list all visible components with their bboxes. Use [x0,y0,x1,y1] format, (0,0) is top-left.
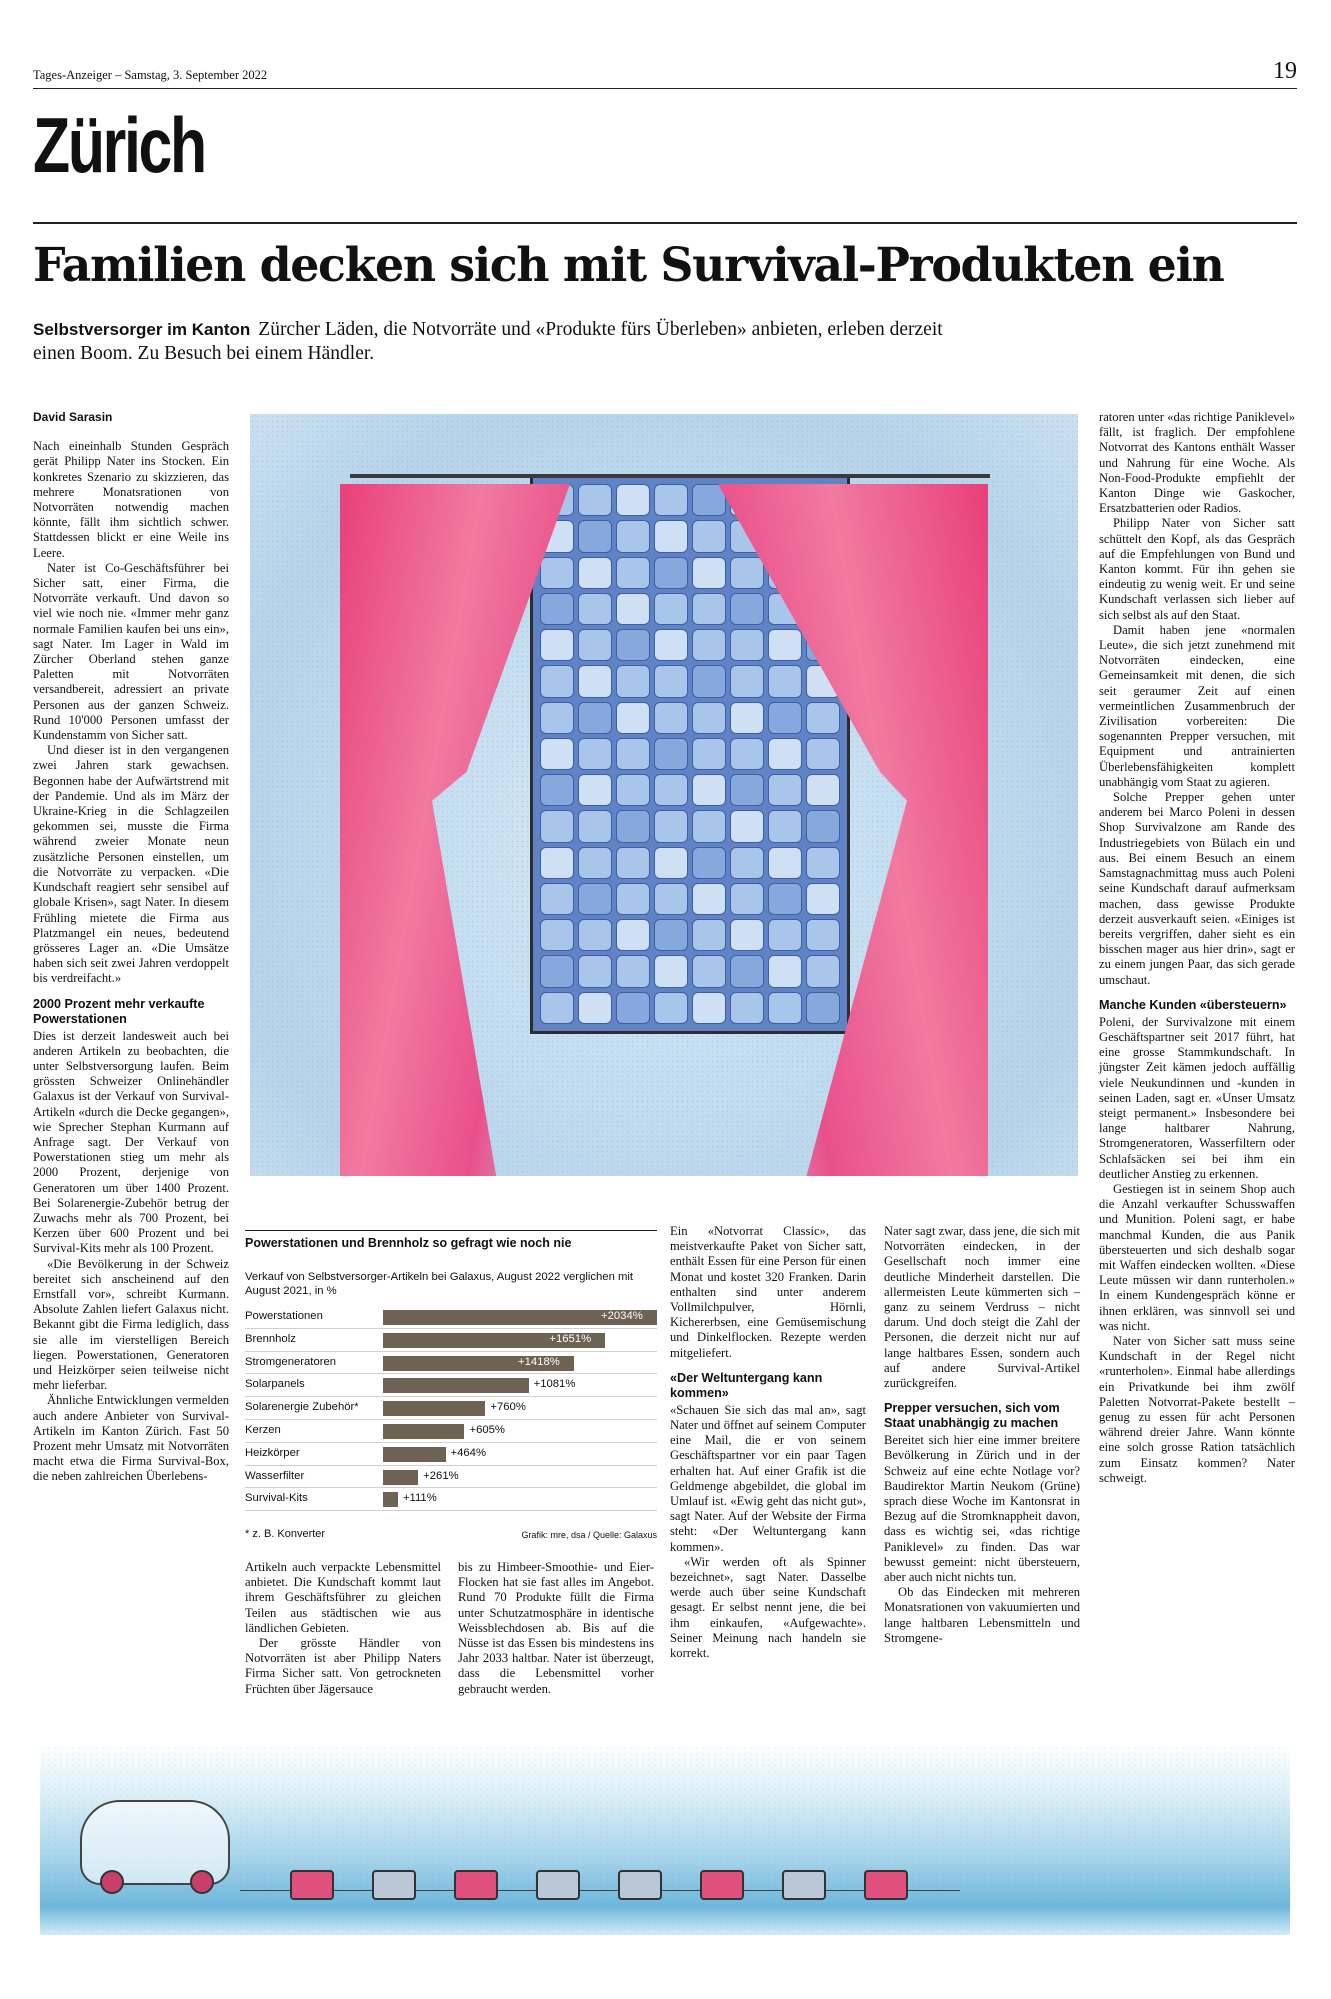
chart-row [245,1488,657,1511]
illustration-can [540,774,574,806]
illustration-can [616,629,650,661]
illustration-can [540,557,574,589]
illustration-can [540,810,574,842]
illustration-can [768,919,802,951]
author: David Sarasin [33,410,113,424]
bar-chart [245,1230,657,1550]
illustration-can [768,702,802,734]
chart-bar [383,1378,529,1393]
illustration-can [578,774,612,806]
paragraph: Poleni, der Survivalzone mit einem Geschäftspartner seit 2017 führt, hat eine grosse Stammkundschaft. In jüngster Zeit kämen jedoch auffällig viele Neukundinnen und -kunden in seinen Laden, sagt er. «Unser Umsatz steigt permanent.» Insbesondere bei lange haltbarer Nahrung, Stromgeneratoren, Wasserfiltern oder Schlafsäcken sei bei ihm ein deutlicher Anstieg zu erkennen. [1099,1014,1295,1181]
illustration-can [578,847,612,879]
illustration-can [578,738,612,770]
top-rule [33,88,1297,89]
illustration-can [700,1870,744,1900]
chart-source: Grafik: mre, dsa / Quelle: Galaxus [521,1530,657,1540]
illustration-can [730,992,764,1024]
illustration-can [730,593,764,625]
illustration-can [616,919,650,951]
paragraph: Artikeln auch verpackte Lebensmittel anbietet. Die Kundschaft kommt laut ihrem Geschäftsführer zu gleichen Teilen aus städtischen wie aus ländlichen Gebieten. [245,1560,441,1635]
illustration-can [578,955,612,987]
paragraph: Der grösste Händler von Notvorräten ist aber Philipp Naters Firma Sicher satt. Von getrockneten Früchten über Jägersauce [245,1636,441,1696]
illustration-can [540,919,574,951]
chart-row [245,1374,657,1397]
section-rule [33,222,1297,224]
chart-rule [245,1230,657,1231]
paragraph: bis zu Himbeer-Smoothie- und Eier-Flocken hat sie fast alles im Angebot. Rund 70 Produkte füllt die Firma unter Schutzatmosphäre in identische Weissblechdosen ab. Bis auf die Nüsse ist das Essen bis mindestens ins Jahr 2033 haltbar. Nater ist überzeugt, dass die Lebensmittel vorher gebraucht werden. [458,1560,654,1696]
illustration-can [692,738,726,770]
chart-value-label: +1418% [518,1355,560,1368]
dateline: Tages-Anzeiger – Samstag, 3. September 2022 [33,68,268,82]
illustration-can [616,520,650,552]
illustration-can [806,847,840,879]
illustration-can [730,810,764,842]
illustration-can [768,992,802,1024]
paragraph: Nater sagt zwar, dass jene, die sich mit Notvorräten eindecken, in der Gesellschaft noch immer eine deutliche Minderheit darstellen. Die allermeisten Leute kümmerten sich – ganz zu seinem Verdruss – nicht darum. Und doch steigt die Zahl der Personen, die derzeit nicht nur auf lange haltbares Essen, sondern auch auf andere Survival-Artikel zurückgreifen. [884,1224,1080,1391]
illustration-can [616,955,650,987]
illustration-can [616,484,650,516]
illustration-can [578,883,612,915]
illustration-can [540,955,574,987]
illustration-can [654,847,688,879]
illustration-can [730,557,764,589]
illustration-curtain-rod [350,474,990,478]
illustration-can [616,702,650,734]
paragraph: Dies ist derzeit landesweit auch bei anderen Artikeln zu beobachten, die unter Selbstversorgung laufen. Beim grössten Schweizer Onlinehändler Galaxus ist der Verkauf von Survival-Artikeln «durch die Decke gegangen», wie Sprecher Stephan Kurmann auf Anfrage sagt. Der Verkauf von Powerstationen stieg um mehr als 2000 Prozent, derjenige von Generatoren um über 1400 Prozent. Bei Solarenergie-Zubehör betrug der Zuwachs mehr als 700 Prozent, bei Kerzen über 600 Prozent und bei Survival-Kits mehr als 100 Prozent. [33,1028,229,1256]
illustration-can [692,810,726,842]
page-number: 19 [1273,58,1297,84]
chart-row [245,1306,657,1329]
illustration-can [692,992,726,1024]
illustration-can [540,665,574,697]
illustration-can [616,883,650,915]
subheading: «Der Weltuntergang kann kommen» [670,1370,823,1400]
illustration-can [540,847,574,879]
illustration-can [540,593,574,625]
illustration-can [692,919,726,951]
illustration-can [654,593,688,625]
paragraph: Gestiegen ist in seinem Shop auch die Anzahl verkaufter Schusswaffen und Munition. Poleni sagt, er habe manchmal Kunden, die aus Panik übersteuerten und sich deshalb sogar mit Waffen eindecken wollten. «Diese Leute müssen wir dann runterholen.» In einem Kundengespräch könne er ihnen erklären, was sinnvoll sei und was nicht. [1099,1181,1295,1333]
illustration-can [692,557,726,589]
illustration-can [806,955,840,987]
illustration-toy-dog-cans [40,1745,1290,1935]
column-6 [1099,410,1295,1486]
illustration-can [654,992,688,1024]
paragraph: Ob das Eindecken mit mehreren Monatsrationen von vakuumierten und lange haltbaren Lebensmitteln und Stromgene- [884,1585,1080,1645]
illustration-can [578,520,612,552]
illustration-can [768,774,802,806]
chart-bar [383,1470,418,1485]
illustration-can [806,883,840,915]
paragraph: Und dieser ist in den vergangenen zwei Jahren stark gewachsen. Begonnen habe der Aufwärtstrend mit der Pandemie. Und als im März der Ukraine-Krieg in die Schlagzeilen gekommen sei, musste die Firma während zweier Monate neun zusätzliche Personen einstellen, um die Notvorräte zu verpacken. «Die Kundschaft reagiert sehr sensibel auf globale Krisen», sagt Nater. In diesem Frühling mietete die Firma aus Platzmangel ein neues, bedeutend grösseres Lager an. «Die Umsätze haben sich seit zwei Jahren verdoppelt bis verdreifacht.» [33,743,229,986]
chart-value-label: +1081% [533,1378,576,1391]
illustration-can [768,810,802,842]
subheading: 2000 Prozent mehr verkaufte Powerstationen [33,996,205,1026]
paragraph: Solche Prepper gehen unter anderem bei Marco Poleni in dessen Shop Survivalzone am Rande des Industriegebiets von Bülach ein und aus. Bei einem Besuch an einem Samstagnachmittag muss auch Poleni seine Kundschaft darauf aufmerksam machen, dass gewisse Produkte derzeit ausverkauft seien. «Einiges ist bereits vergriffen, daher sieht es ein bisschen mager aus hier drin», sagt er zu einem jungen Paar, das sich gerade umschaut. [1099,790,1295,987]
illustration-can [540,702,574,734]
illustration-can [578,810,612,842]
paragraph: Philipp Nater von Sicher satt schüttelt den Kopf, als das Gespräch auf die Empfehlungen von Bund und Kanton kommt. Für ihn gehen sie eindeutig zu wenig weit. Er und seine Kundschaft verlassen sich lieber auf sich selbst als auf den Staat. [1099,516,1295,622]
illustration-can [536,1870,580,1900]
paragraph: Bereitet sich hier eine immer breitere Bevölkerung in Zürich und in der Schweiz auf eine echte Notlage vor? Baudirektor Martin Neukom (Grüne) sprach diese Woche im Kantonsrat in Bezug auf die Stromknappheit davon, dass es wichtig sei, «das richtige Paniklevel» zu finden. Das war bewusst gemeint: nicht übersteuern, aber auch nicht nichts tun. [884,1433,1080,1585]
column-1 [33,410,229,1485]
chart-value-label: +261% [423,1469,459,1482]
illustration-can [654,629,688,661]
lead [33,318,973,366]
paragraph: ratoren unter «das richtige Paniklevel» fällt, ist fraglich. Der empfohlene Notvorrat des Kantons enthält Wasser und Nahrung für eine Woche. Als Non-Food-Produkte empfiehlt der Kanton Dinge wie Gaskocher, Ersatzbatterien oder Radios. [1099,410,1295,516]
illustration-can [290,1870,334,1900]
illustration-can [578,629,612,661]
illustration-can [616,593,650,625]
illustration-can [654,665,688,697]
paragraph: Nater ist Co-Geschäftsführer bei Sicher satt, einer Firma, die Notvorräte verkauft. Und davon so viel wie noch nie. «Immer mehr ganz normale Familien kaufen bei uns ein», sagt Nater. Im Lager in Wald im Zürcher Oberland stehen ganze Paletten mit Notvorräten versandbereit, adressiert an private Personen aus der ganzen Schweiz. Rund 10'000 Personen umfasst der Kundenstamm von Sicher satt. [33,560,229,743]
chart-value-label: +2034% [601,1310,643,1322]
illustration-can [654,919,688,951]
chart-row [245,1466,657,1489]
chart-row [245,1397,657,1420]
section-title: Zürich [33,101,205,189]
illustration-can [782,1870,826,1900]
paragraph: «Schauen Sie sich das mal an», sagt Nater und öffnet auf seinem Computer eine Mail, die er von seinem Geschäftspartner vor ein paar Tagen erhalten hat. Auf einer Grafik ist die Geldmenge abgebildet, die global im Umlauf ist. «Ewig geht das nicht gut», sagt Nater. Auf der Website der Firma steht: «Der Weltuntergang kann kommen». [670,1402,866,1554]
illustration-can [692,847,726,879]
illustration-can [454,1870,498,1900]
column-3 [458,1560,654,1697]
illustration-can [730,919,764,951]
illustration-can [616,810,650,842]
illustration-can [616,847,650,879]
chart-row [245,1443,657,1466]
chart-footnote: * z. B. Konverter [245,1528,326,1540]
chart-value-label: +111% [402,1492,437,1505]
illustration-can [540,629,574,661]
lead-text: Zürcher Läden, die Notvorräte und «Produkte fürs Überleben» anbieten, erleben derzeit einen Boom. Zu Besuch bei einem Händler. [33,319,943,364]
paragraph: Damit haben jene «normalen Leute», die sich jetzt zunehmend mit Notvorräten eindecken, eine Gemeinsamkeit mit denen, die sich seit geraumer Zeit auf einen vermeintlichen Zusammenbruch der Zivilisation vorbereiten: Die sogenannten Prepper versuchen, mit Equipment und antrainierten Überlebensfähigkeiten komplett unabhängig vom Staat zu agieren. [1099,622,1295,789]
chart-title: Powerstationen und Brennholz so gefragt wie noch nie [245,1236,572,1250]
chart-bar [383,1447,446,1462]
illustration-can [654,702,688,734]
illustration-can [616,557,650,589]
illustration-can [578,484,612,516]
illustration-can [692,520,726,552]
paragraph: «Die Bevölkerung in der Schweiz bereitet sich anscheinend auf den Ernstfall vor», schreibt Kurmann. Absolute Zahlen liefert Galaxus nicht. Bekannt gibt die Firma lediglich, dass sie alle im vierstelligen Bereich liegen. Powerstationen, Generatoren und Heizkörper seien teilweise nicht mehr lieferbar. [33,1256,229,1393]
illustration-can [654,484,688,516]
illustration-string [240,1890,960,1891]
chart-row [245,1420,657,1443]
illustration-can [578,665,612,697]
chart-category-label: Solarenergie Zubehör* [245,1401,359,1414]
illustration-can [768,883,802,915]
subheading: Prepper versuchen, sich vom Staat unabhängig zu machen [884,1401,1060,1431]
illustration-can [616,992,650,1024]
illustration-window-curtains [250,414,1078,1176]
illustration-can [768,847,802,879]
illustration-can [654,738,688,770]
illustration-can [730,955,764,987]
illustration-can [806,810,840,842]
illustration-can [654,557,688,589]
chart-value-label: +605% [469,1423,505,1436]
illustration-can [730,774,764,806]
chart-bar [383,1401,485,1416]
illustration-can [616,774,650,806]
illustration-can [768,955,802,987]
illustration-can [730,629,764,661]
illustration-can [578,593,612,625]
illustration-can [692,665,726,697]
paragraph: «Wir werden oft als Spinner bezeichnet», sagt Nater. Dasselbe werde auch über seine Kundschaft gesagt. Er selbst nennt jene, die bei ihm einkaufen, «Aufgewachte». Seiner Meinung nach handeln sie korrekt. [670,1554,866,1661]
illustration-can [806,919,840,951]
chart-rows [245,1306,657,1511]
illustration-can [654,810,688,842]
illustration-can [730,883,764,915]
illustration-can [806,992,840,1024]
illustration-can [864,1870,908,1900]
kicker: Selbstversorger im Kanton [33,320,251,339]
column-4 [670,1224,866,1661]
chart-category-label: Wasserfilter [245,1469,305,1482]
chart-category-label: Brennholz [245,1332,296,1345]
chart-row [245,1352,657,1375]
illustration-can [692,774,726,806]
chart-value-label: +464% [450,1446,486,1459]
illustration-can [578,557,612,589]
column-5 [884,1224,1080,1646]
illustration-can [654,883,688,915]
chart-subtitle: Verkauf von Selbstversorger-Artikeln bei Galaxus, August 2022 verglichen mit August 2021, in % [245,1271,634,1297]
illustration-can [578,919,612,951]
illustration-can [540,883,574,915]
illustration-can [768,665,802,697]
illustration-can [578,992,612,1024]
chart-category-label: Heizkörper [245,1446,300,1459]
illustration-can [540,992,574,1024]
illustration-can [806,702,840,734]
illustration-can [692,955,726,987]
paragraph: Ein «Notvorrat Classic», das meistverkaufte Paket von Sicher satt, enthält Essen für eine Person für einen Monat und kostet 320 Franken. Darin enthalten sind unter anderem Vollmilchpulver, Hörnli, Kichererbsen, eine Gemüsemischung und Dinkelflocken. Rezepte werden mitgeliefert. [670,1224,866,1360]
illustration-can [616,738,650,770]
illustration-can [372,1870,416,1900]
illustration-can [768,629,802,661]
illustration-can [654,520,688,552]
chart-value-label: +1651% [549,1332,592,1345]
paragraph: Nater von Sicher satt muss seine Kundschaft in der Regel nicht «runterholen». Einmal habe allerdings ein Privatkunde bei ihm zwölf Paletten Notvorrat-Pakete bestellt – genug zu essen für acht Personen während dreier Jahre. Wann könnte eine solch grosse Ration tatsächlich zum Einsatz kommen? Nater schweigt. [1099,1333,1295,1485]
chart-row [245,1329,657,1352]
illustration-can [730,665,764,697]
paragraph: Ähnliche Entwicklungen vermelden auch andere Anbieter von Survival-Artikeln im Kanton Zürich. Fast 50 Prozent mehr Umsatz mit Notvorräten macht etwa die Firma Survival-Box, die neben zahlreichen Überlebens- [33,1393,229,1484]
illustration-can [618,1870,662,1900]
chart-category-label: Stromgeneratoren [245,1355,337,1368]
illustration-can [540,738,574,770]
headline: Familien decken sich mit Survival-Produkten ein [33,238,1224,293]
chart-value-label: +760% [490,1401,526,1414]
illustration-can [692,702,726,734]
illustration-can [806,774,840,806]
illustration-can [692,883,726,915]
column-2 [245,1560,441,1697]
chart-category-label: Kerzen [245,1423,281,1436]
chart-bar [383,1492,398,1507]
chart-category-label: Powerstationen [245,1310,323,1322]
illustration-wheel [100,1870,124,1894]
subheading: Manche Kunden «übersteuern» [1099,997,1287,1012]
chart-category-label: Survival-Kits [245,1492,308,1505]
paragraph: Nach eineinhalb Stunden Gespräch gerät Philipp Nater ins Stocken. Ein konkretes Szenario zu skizzieren, das mehrere Monatsrationen von Notvorräten notwendig machen könnte, fällt ihm sichtlich schwer. Stattdessen blickt er eine Weile ins Leere. [33,439,229,560]
chart-bar [383,1424,464,1439]
illustration-can [730,738,764,770]
illustration-can [692,629,726,661]
illustration-can [730,702,764,734]
illustration-can [578,702,612,734]
illustration-can [806,738,840,770]
illustration-can [768,738,802,770]
illustration-can [654,774,688,806]
illustration-can [730,847,764,879]
chart-category-label: Solarpanels [245,1378,305,1391]
illustration-can [654,955,688,987]
illustration-can [692,593,726,625]
illustration-can [616,665,650,697]
illustration-wheel [190,1870,214,1894]
